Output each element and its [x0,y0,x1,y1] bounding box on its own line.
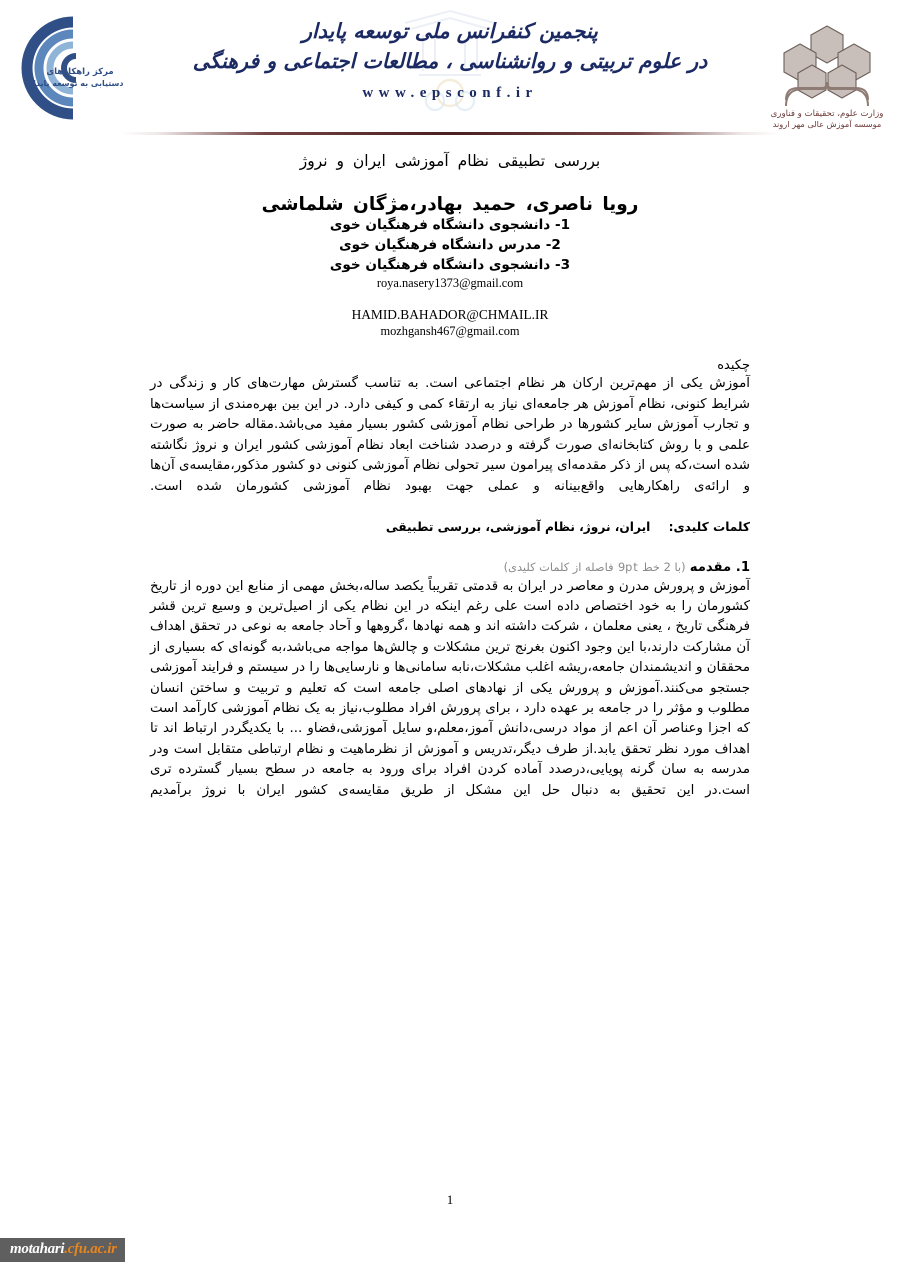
keywords-line [150,520,750,534]
conference-website-url[interactable]: www.epsconf.ir [362,85,538,101]
left-logo-caption-line1: مرکز راهکارهای [46,67,114,77]
author-email-2[interactable]: HAMID.BAHADOR@CHMAIL.IR [351,307,549,322]
watermark-site-domain: .cfu.ac.ir [64,1241,117,1257]
header-divider [120,132,780,135]
abstract-section [150,358,750,498]
section-body [150,577,750,801]
right-logo-caption-line1: وزارت علوم، تحقیقات و فناوری [770,109,884,119]
author-email-3[interactable]: mozhgansh467@gmail.com [380,324,520,338]
abstract-paragraph: آموزش یکی از مهم‌ترین ارکان هر نظام اجتماعی است. به تناسب گسترش مهارت‌های کار و زندگی در شرایط کنونی، نظام آموزش هر جامعه‌ای نیاز به ارتقاء کمی و کیفی دارد. در این بین بهره‌مندی از سیاست‌ها و تجارب آموزش سایر کشورها در طراحی نظام آموزشی کشور بسیار مفید می‌باشد.مقاله حاضر به صورت علمی و با روش کتابخانه‌ای صورت گرفته و درصدد شناخت ابعاد نظام آموزشی کشور ایران و نروژ نگاشته شده است،که پس از ذکر مقدمه‌ای پیرامون سیر تحولی نظام آموزشی کنونی دو کشور مذکور،مقایسه‌ی آن‌ها و ارائه‌ی راهکارهایی واقع‌بینانه و عملی جهت بهبود نظام آموزشی کشورمان شده است. [150,376,750,494]
section-introduction [150,560,750,801]
ministry-of-science-research-technology-logo [766,10,888,130]
site-watermark-badge [0,1238,125,1262]
conference-title-block [150,16,750,102]
keywords-label: کلمات کلیدی: [668,519,750,534]
conference-title-line2: در علوم تربیتی و روانشناسی ، مطالعات اجتماعی و فرهنگی [192,49,708,73]
section-heading-hint: (با 2 خط 9pt فاصله از کلمات کلیدی) [503,559,686,574]
keywords-values: ایران، نروژ، نظام آموزشی، بررسی تطبیقی [385,519,651,534]
author-email-1[interactable]: roya.nasery1373@gmail.com [376,276,524,290]
paper-title: بررسی تطبیقی نظام آموزشی ایران و نروژ [299,152,601,170]
conference-title-line1: پنجمین کنفرانس ملی توسعه پایدار [302,19,598,43]
abstract-heading: چکیده [717,358,750,373]
section-number: 1 [740,559,750,575]
affiliation-1: 1- دانشجوی دانشگاه فرهنگیان خوی [329,217,571,233]
abstract-body [150,374,750,498]
page-header [0,0,900,128]
left-logo-caption-line2: دستیابی به توسعه پایدار [28,79,124,88]
section-heading [150,560,750,575]
right-logo-caption-line2: موسسه آموزش عالی مهر اروند [772,119,882,129]
document-content [0,138,900,801]
page-number: 1 [446,1192,454,1207]
section-heading-text: . مقدمه [689,559,741,575]
author-list: رویا ناصری، حمید بهادر،مژگان شلماشی [261,194,639,215]
affiliation-3: 3- دانشجوی دانشگاه فرهنگیان خوی [329,257,571,273]
watermark-site-name: motahari [10,1241,65,1257]
section-paragraph: آموزش و پرورش مدرن و معاصر در ایران به قدمتی تقریباً یکصد ساله،بخش مهمی از منابع این دوره از تاریخ کشورمان را به خود اختصاص داده است علی رغم اینکه در این نظام یکی از اصیل‌ترین و وسیع ترین قشر فرهنگی تاریخ ، یعنی معلمان ، شرکت داشته اند و همه نهادها ،گروهها و آحاد جامعه به نوعی در تحقق اهداف آن مشارکت دارند،با این وجود اکنون بغرنج ترین مشکلات و چالش‌ها مواجه می‌باشد،به گونه‌ای که بسیاری از محققان و اندیشمندان جامعه،ریشه اغلب مشکلات،نابه سامانی‌ها و نارسایی‌ها را در سیستم و فرایند آموزشی جستجو می‌کنند.آموزش و پرورش یکی از نهادهای اصلی جامعه است که تعلیم و تربیت و ساختن انسان مطلوب و مؤثر را در جامعه بر عهده دارد ، برای پرورش افراد مطلوب،نیاز به یک نظام آموزشی کارآمد است که اجزا وعناصر آن اعم از مواد درسی،دانش آموز،معلم،و سایل آموزشی،فضاو ... با یکدیگردر ارتباط اند تا اهداف مورد نظر تحقق یابد.از طرف دیگر،تدریس و آموزش از نظرماهیت و نظام ارتباطی متقابل است ودر مدرسه به سان گرنه پویایی،درصدد آماده کردن افراد برای ورود به جامعه در سطح بسیار گسترده تری است.در این تحقیق به دنبال حل این مشکل از طریق مقایسه‌ی کشور ایران با نروژ برآمدیم [150,578,750,798]
affiliation-2: 2- مدرس دانشگاه فرهنگیان خوی [339,237,561,253]
sustainable-development-solutions-center-logo [14,12,132,124]
email-spacer [0,292,900,306]
